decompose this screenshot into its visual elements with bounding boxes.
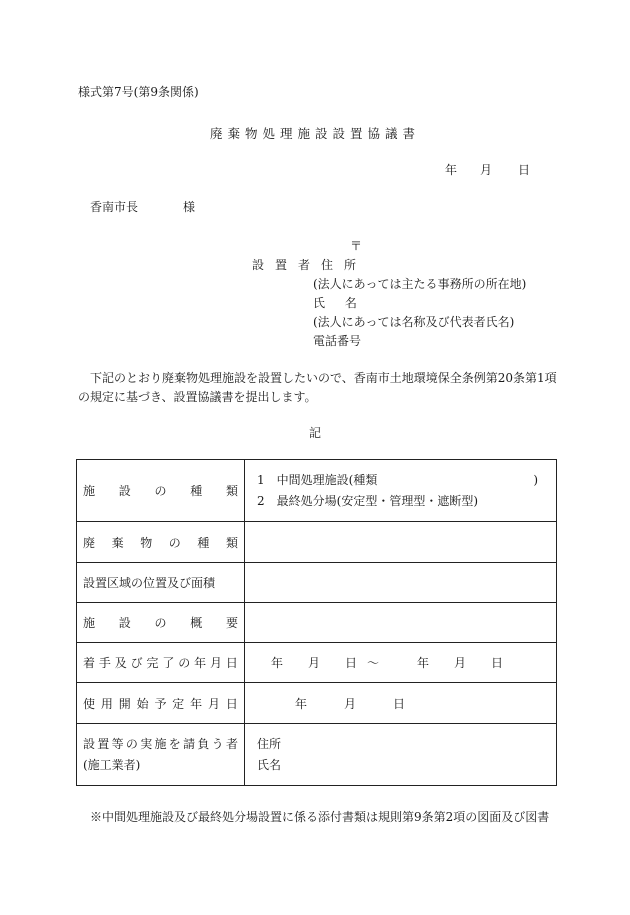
addressee-name: 香南市長: [90, 200, 139, 214]
facility-overview-value[interactable]: [245, 603, 557, 643]
date-month-label: 月: [480, 163, 493, 177]
form-number: 様式第7号(第9条関係): [78, 85, 199, 99]
contractor-label: 設 置 等 の 実 施 を 請 負 う 者 (施工業者): [77, 724, 245, 786]
applicant-name-label: 氏 名: [313, 296, 365, 310]
submission-date: [445, 161, 530, 178]
waste-type-label: 廃 棄 物 の 種 類: [77, 522, 245, 563]
applicant-name-note: (法人にあっては名称及び代表者氏名): [313, 315, 515, 329]
operation-start-date-value[interactable]: 年 月 日: [245, 683, 557, 724]
addressee: [90, 198, 195, 215]
ki-heading: 記: [308, 426, 321, 440]
table-row: [77, 603, 557, 643]
construction-period-label: 着 手 及 び 完 了 の 年 月 日: [77, 643, 245, 683]
table-row: [77, 724, 557, 786]
contractor-address-label: 住所: [257, 736, 282, 751]
table-row: [77, 460, 557, 522]
waste-type-value[interactable]: [245, 522, 557, 563]
date-year-label: 年: [445, 163, 458, 177]
site-location-area-label: 設置区域の位置及び面積: [77, 563, 245, 603]
table-row: [77, 683, 557, 724]
site-location-area-value[interactable]: [245, 563, 557, 603]
option-final-disposal[interactable]: 2 最終処分場(安定型・管理型・遮断型): [257, 493, 478, 508]
contractor-name-label: 氏名: [257, 757, 282, 772]
facility-type-label: 施 設 の 種 類: [77, 460, 245, 522]
table-row: [77, 563, 557, 603]
facility-type-value[interactable]: [245, 460, 557, 522]
applicant-phone-label: 電話番号: [313, 334, 362, 348]
table-row: [77, 643, 557, 683]
option-close-paren: ): [533, 472, 538, 487]
attachment-note: ※中間処理施設及び最終処分場設置に係る添付書類は規則第9条第2項の図面及び図書: [90, 810, 550, 824]
facility-overview-label: 施 設 の 概 要: [77, 603, 245, 643]
option-intermediate-treatment[interactable]: 1 中間処理施設(種類: [257, 472, 378, 487]
facility-info-table: [76, 459, 557, 786]
operation-start-date-label: 使 用 開 始 予 定 年 月 日: [77, 683, 245, 724]
addressee-honorific: 様: [183, 200, 196, 214]
document-title: 廃棄物処理施設設置協議書: [209, 126, 420, 141]
construction-period-value[interactable]: 年 月 日 〜 年 月 日: [245, 643, 557, 683]
body-paragraph: 下記のとおり廃棄物処理施設を設置したいので、香南市土地環境保全条例第20条第1項の規定に基づき、設置協議書を提出します。: [78, 371, 557, 404]
applicant-address-note: (法人にあっては主たる事務所の所在地): [313, 277, 527, 291]
contractor-value[interactable]: [245, 724, 557, 786]
applicant-address-label: 設置者住所: [252, 258, 368, 272]
postal-mark: 〒: [350, 239, 363, 253]
table-row: [77, 522, 557, 563]
date-day-label: 日: [518, 163, 531, 177]
